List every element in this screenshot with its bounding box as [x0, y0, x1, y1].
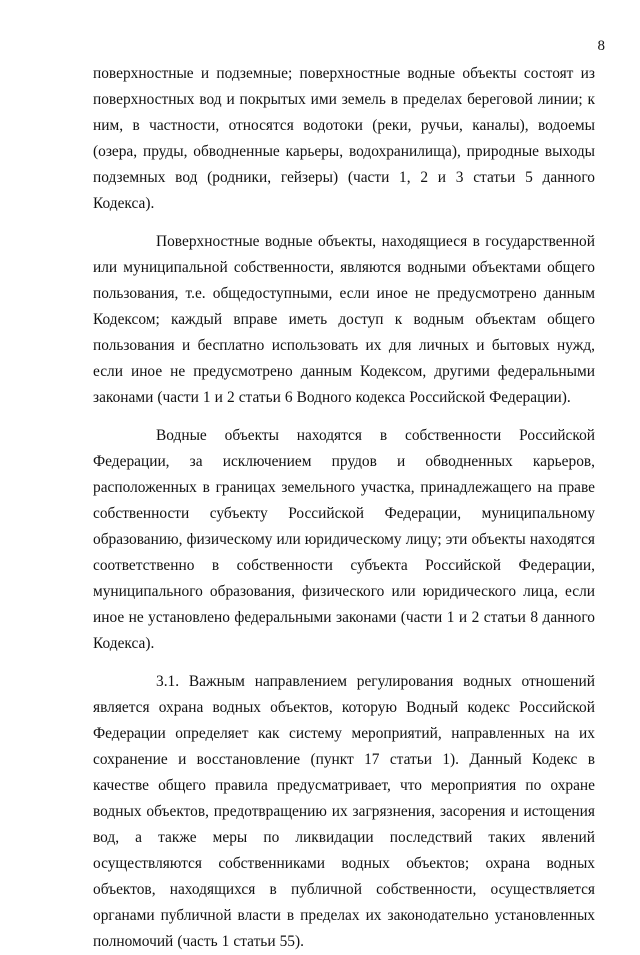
- document-body: [93, 61, 595, 955]
- paragraph-2: Поверхностные водные объекты, находящиеся в государственной или муниципальной собственности, являются водными объектами общего пользования, т.е. общедоступными, если иное не предусмотрено данным Кодексом; каждый вправе иметь доступ к водным объектам общего пользования и бесплатно использовать их для личных и бытовых нужд, если иное не предусмотрено данным Кодексом, другими федеральными законами (части 1 и 2 статьи 6 Водного кодекса Российской Федерации).: [93, 233, 595, 406]
- page-number: 8: [597, 38, 605, 54]
- paragraph-4: 3.1. Важным направлением регулирования водных отношений является охрана водных объектов, которую Водный кодекс Российской Федерации определяет как систему мероприятий, направленных на их сохранение и восстановление (пункт 17 статьи 1). Данный Кодекс в качестве общего правила предусматривает, что мероприятия по охране водных объектов, предотвращению их загрязнения, засорения и истощения вод, а также меры по ликвидации последствий таких явлений осуществляются собственниками водных объектов; охрана водных объектов, находящихся в публичной собственности, осуществляется органами публичной власти в пределах их законодательно установленных полномочий (часть 1 статьи 55).: [93, 673, 595, 950]
- paragraph-3: Водные объекты находятся в собственности Российской Федерации, за исключением прудов и обводненных карьеров, расположенных в границах земельного участка, принадлежащего на праве собственности субъекту Российской Федерации, муниципальному образованию, физическому или юридическому лицу; эти объекты находятся соответственно в собственности субъекта Российской Федерации, муниципального образования, физического или юридического лица, если иное не установлено федеральными законами (части 1 и 2 статьи 8 данного Кодекса).: [93, 427, 595, 652]
- paragraph-1: поверхностные и подземные; поверхностные водные объекты состоят из поверхностных вод и покрытых ими земель в пределах береговой линии; к ним, в частности, относятся водотоки (реки, ручьи, каналы), водоемы (озера, пруды, обводненные карьеры, водохранилища), природные выходы подземных вод (родники, гейзеры) (части 1, 2 и 3 статьи 5 данного Кодекса).: [93, 65, 595, 212]
